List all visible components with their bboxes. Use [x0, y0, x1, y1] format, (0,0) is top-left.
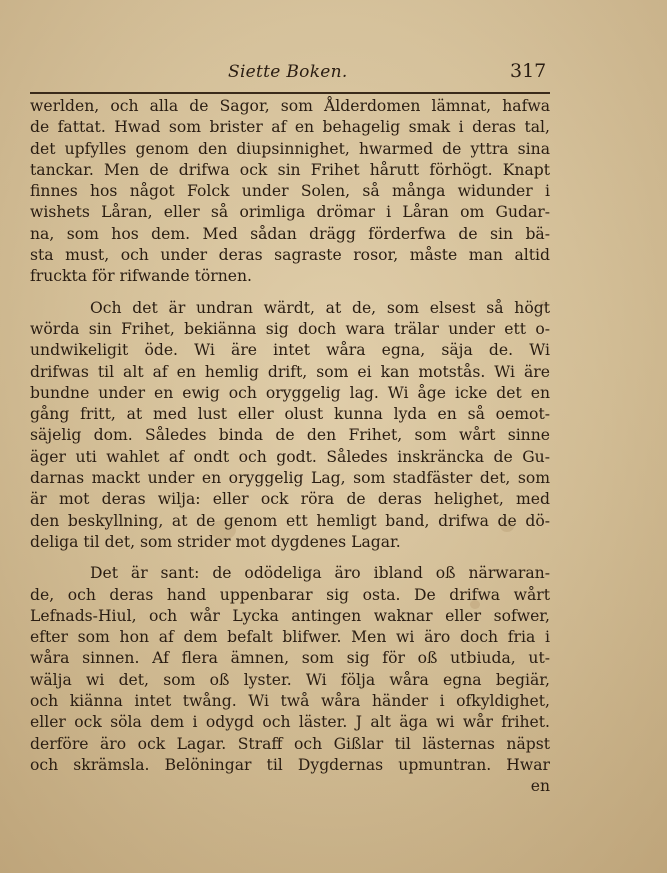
text-line: den beskyllning, at de genom ett hemligt band, drifwa de dö- — [30, 511, 550, 530]
text-line: Och det är undran wärdt, at de, som elsest så högt — [90, 298, 550, 317]
body-text — [30, 96, 550, 798]
text-line: na, som hos dem. Med sådan drägg förderfwa de sin bä- — [30, 224, 550, 243]
running-head: Siette Boken. — [228, 62, 348, 82]
text-line: deliga til det, som strider mot dygdenes Lagar. — [30, 532, 401, 551]
text-line: efter som hon af dem befalt blifwer. Men wi äro doch fria i — [30, 628, 550, 647]
text-line: äger uti wahlet af ondt och godt. Således inskräncka de Gu- — [30, 447, 550, 466]
text-line: tanckar. Men de drifwa ock sin Frihet hårutt förhögt. Knapt — [30, 160, 550, 179]
text-line: finnes hos något Folck under Solen, så många widunder i — [30, 182, 550, 201]
page-number: 317 — [510, 60, 547, 82]
text-line: darnas mackt under en oryggelig Lag, som stadfäster det, som — [30, 469, 550, 488]
text-line: och skrämsla. Belöningar til Dygdernas upmuntran. Hwar — [30, 755, 550, 774]
text-line: wishets Låran, eller så orimliga drömar i Låran om Gudar- — [30, 203, 550, 222]
text-line: wörda sin Frihet, bekiänna sig doch wara trälar under ett o- — [30, 319, 550, 338]
text-line: derföre äro ock Lagar. Straff och Gißlar til lästernas näpst — [30, 734, 550, 753]
paragraph-2 — [30, 298, 550, 554]
header-rule — [30, 92, 550, 94]
text-line: det upfylles genom den diupsinnighet, hwarmed de yttra sina — [30, 139, 550, 158]
text-line: och kiänna intet twång. Wi twå wåra händer i ofkyldighet, — [30, 692, 550, 711]
text-line: är mot deras wilja: eller ock röra de deras helighet, med — [30, 490, 550, 509]
paragraph-3 — [30, 563, 550, 776]
text-line: Det är sant: de odödeliga äro ibland oß närwaran- — [90, 564, 550, 583]
text-line: wåra sinnen. Af flera ämnen, som sig för oß utbiuda, ut- — [30, 649, 550, 668]
text-line: fruckta för rifwande törnen. — [30, 267, 252, 286]
page-header — [28, 60, 558, 84]
text-line: bundne under en ewig och oryggelig lag. Wi åge icke det en — [30, 383, 550, 402]
text-line: wälja wi det, som oß lyster. Wi följa wåra egna begiär, — [30, 670, 550, 689]
text-line: de fattat. Hwad som brister af en behagelig smak i deras tal, — [30, 118, 550, 137]
text-line: gång fritt, at med lust eller olust kunna lyda en så oemot- — [30, 405, 550, 424]
text-line: undwikeligit öde. Wi äre intet wåra egna, säja de. Wi — [30, 341, 550, 360]
paragraph-1 — [30, 96, 550, 288]
catchword: en — [530, 777, 550, 796]
text-line: de, och deras hand uppenbarar sig osta. De drifwa wårt — [30, 585, 550, 604]
text-line: werlden, och alla de Sagor, som Ålderdomen lämnat, hafwa — [30, 97, 550, 115]
text-line: Lefnads-Hiul, och wår Lycka antingen waknar eller sofwer, — [30, 606, 550, 625]
text-line: sta must, och under deras sagraste rosor, måste man altid — [30, 246, 550, 265]
text-line: drifwas til alt af en hemlig drift, som ei kan motstås. Wi äre — [30, 362, 550, 381]
text-line: eller ock söla dem i odygd och läster. J alt äga wi wår frihet. — [30, 713, 550, 732]
text-line: säjelig dom. Således binda de den Frihet, som wårt sinne — [30, 426, 550, 445]
